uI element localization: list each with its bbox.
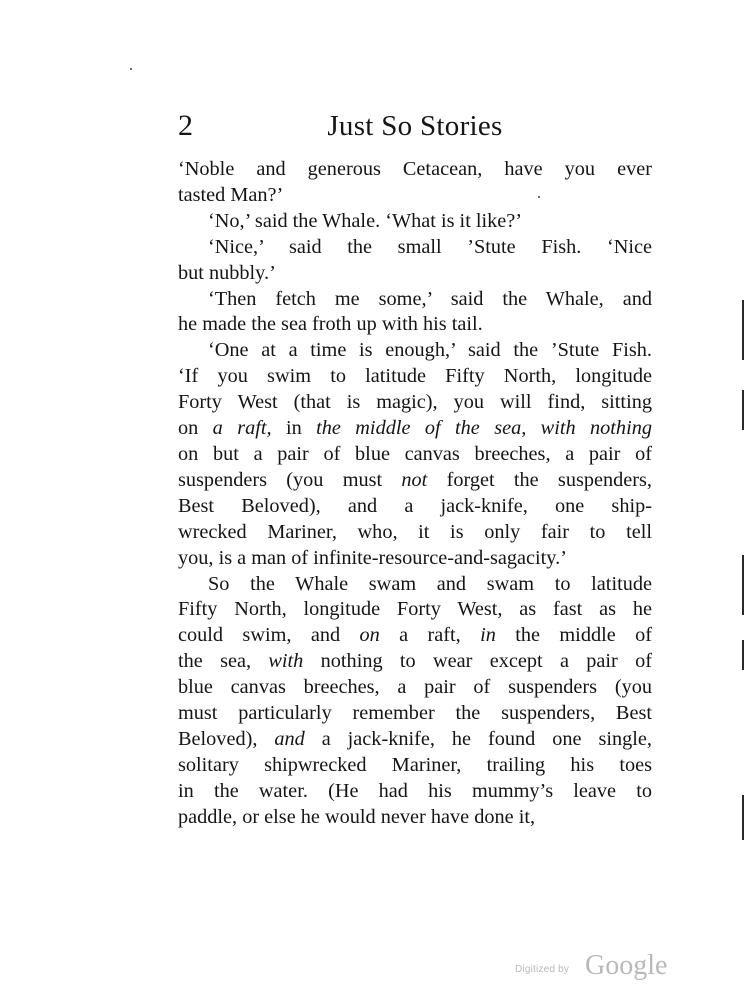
line-text: on [178,417,199,440]
italic-text: with [268,650,304,673]
text-line [178,468,652,494]
text-line [178,390,652,416]
italic-text: a raft, [198,417,286,440]
line-text: suspenders (you must [178,468,402,491]
text-line [178,494,652,520]
line-text: a raft, [379,624,481,647]
line-text: ‘Nice,’ said the small ’Stute Fish. ‘Nice [208,235,652,258]
page-edge-mark [742,555,744,615]
paragraph [178,572,652,831]
line-text: the sea, [178,650,269,673]
line-text: on but a pair of blue canvas breeches, a pair of [178,442,652,465]
line-text: you, is a man of infinite-resource-and-sagacity.’ [178,546,567,569]
line-text: solitary shipwrecked Mariner, trailing his toes [178,753,652,776]
line-text: paddle, or else he would never have done it, [178,805,536,828]
italic-text: in [480,624,496,647]
text-line [178,520,652,546]
text-line [178,597,652,623]
line-text: ‘No,’ said the Whale. ‘What is it like?’ [208,209,523,232]
line-text: tasted Man?’ [178,183,284,206]
book-title: Just So Stories [327,110,503,142]
line-text: ‘One at a time is enough,’ said the ’Stute Fish. [208,339,652,362]
line-text: a jack-knife, he found one single, [304,727,652,750]
line-text: in the water. (He had his mummy’s leave to [178,779,652,802]
line-text: ‘Noble and generous Cetacean, have you ever [178,158,652,180]
line-text: Forty West (that is magic), you will find, sitting [178,391,652,414]
text-line [178,623,652,649]
line-text: ‘If you swim to latitude Fifty North, longitude [178,365,652,388]
line-text: wrecked Mariner, who, it is only fair to tell [178,520,652,543]
google-logo: Google [585,950,668,981]
page-edge-mark [742,640,744,670]
line-text: must particularly remember the suspenders, Best [178,702,652,725]
text-line [178,753,652,779]
line-text: nothing to wear except a pair of [303,650,652,673]
paragraph [178,287,652,339]
italic-text: not [401,468,428,491]
paragraph [178,235,652,287]
text-line [178,312,652,338]
page-number: 2 [178,109,193,142]
text-line [178,649,652,675]
italic-text: and [274,727,305,750]
line-text: forget the suspenders, [427,468,652,491]
body-text [178,157,652,831]
paragraph [178,209,652,235]
text-line [178,183,652,209]
text-line [178,779,652,805]
scan-speck [130,68,132,70]
text-line [178,287,652,313]
text-line [178,235,652,261]
text-line [178,701,652,727]
text-line [178,416,652,442]
line-text: ‘Then fetch me some,’ said the Whale, and [208,287,652,310]
page-edge-mark [742,300,744,360]
running-head [178,104,652,148]
text-line [178,364,652,390]
digitized-watermark [515,950,685,984]
line-text: but nubbly.’ [178,261,276,284]
text-line [178,338,652,364]
line-text: the middle of [495,624,653,647]
text-line [178,209,652,235]
paragraph [178,338,652,571]
text-line [178,727,652,753]
page-edge-mark [742,795,744,840]
line-text: Best Beloved), and a jack-knife, one ship- [178,494,652,517]
italic-text: on [359,624,380,647]
text-line [178,442,652,468]
text-line [178,261,652,287]
italic-text: the middle of the sea, with nothing [301,417,652,440]
text-line [178,546,652,572]
line-text: blue canvas breeches, a pair of suspenders (you [178,676,652,699]
line-text: he made the sea froth up with his tail. [178,313,483,336]
line-text: could swim, and [178,624,360,647]
line-text: Fifty North, longitude Forty West, as fast as he [178,598,652,621]
text-line [178,805,652,831]
line-text: So the Whale swam and swam to latitude [208,572,652,595]
text-line [178,675,652,701]
page-edge-mark [742,390,744,430]
text-line [178,157,652,183]
watermark-prefix: Digitized by [515,964,570,975]
line-text: in [285,417,302,440]
line-text: Beloved), [178,727,275,750]
paragraph [178,157,652,209]
text-line [178,572,652,598]
